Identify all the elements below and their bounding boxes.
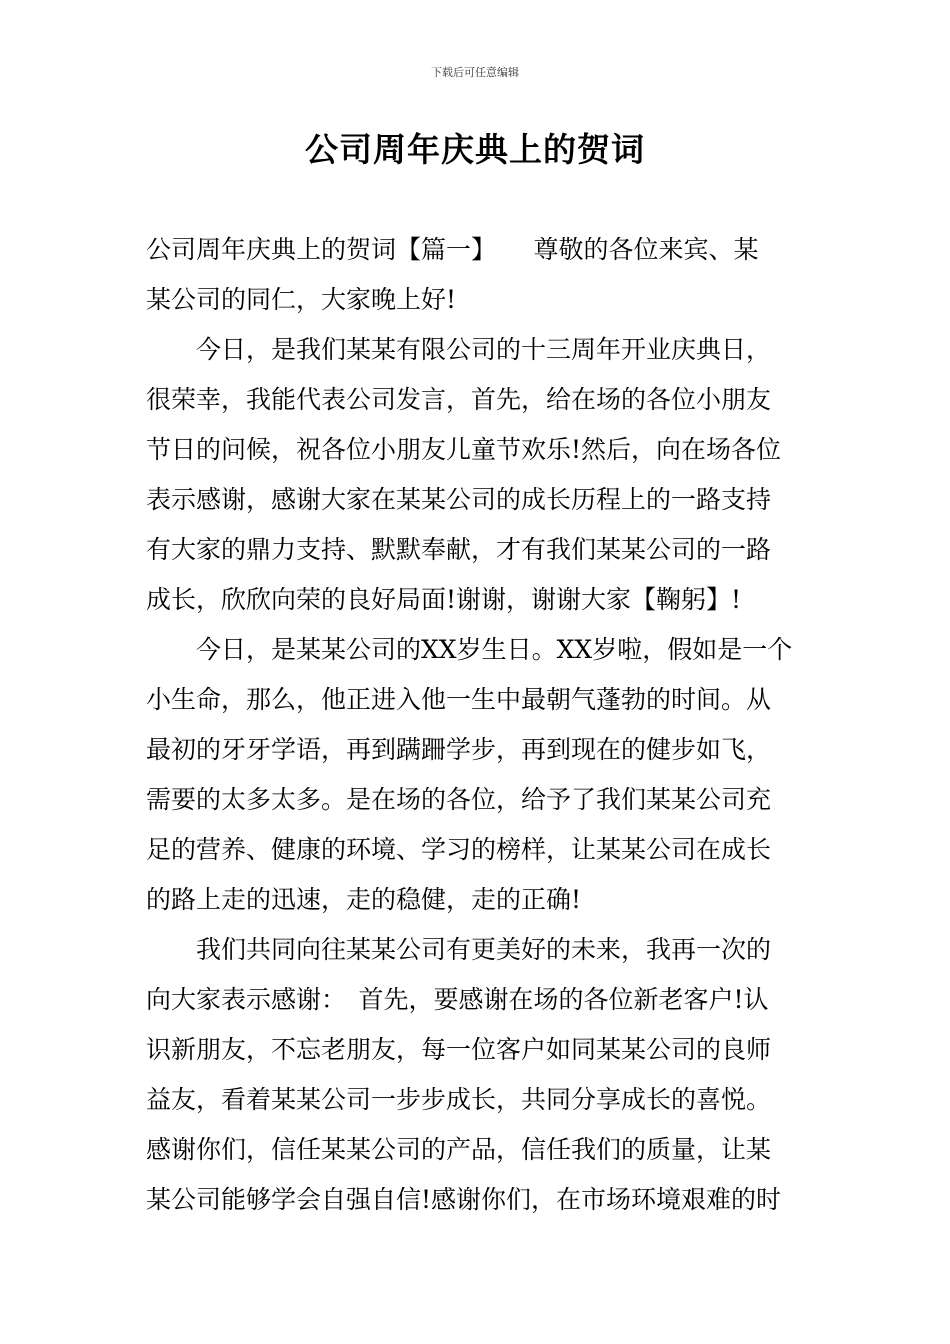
text-line: 公司周年庆典上的贺词【篇一】 尊敬的各位来宾、某 [146,235,759,264]
document-body [146,225,811,1225]
paragraph [146,225,811,325]
text-line: 的路上走的迅速，走的稳健，走的正确! [146,885,582,914]
text-line: 需要的太多太多。是在场的各位，给予了我们某某公司充 [146,785,772,814]
text-line: 表示感谢，感谢大家在某某公司的成长历程上的一路支持 [146,485,772,514]
text-line: 感谢你们，信任某某公司的产品，信任我们的质量，让某 [146,1135,772,1164]
text-line: 有大家的鼎力支持、默默奉献，才有我们某某公司的一路 [146,535,772,564]
text-line: 很荣幸，我能代表公司发言，首先，给在场的各位小朋友 [146,385,772,414]
text-line: 节日的问候，祝各位小朋友儿童节欢乐!然后，向在场各位 [146,435,782,464]
text-line: 某公司能够学会自强自信!感谢你们，在市场环境艰难的时 [146,1185,782,1214]
text-line: 我们共同向往某某公司有更美好的未来，我再一次的 [196,935,772,964]
text-line: 最初的牙牙学语，再到蹒跚学步，再到现在的健步如飞， [146,735,772,764]
text-line: 向大家表示感谢： 首先，要感谢在场的各位新老客户!认 [146,985,769,1014]
text-line: 今日，是我们某某有限公司的十三周年开业庆典日， [196,335,772,364]
text-line: 益友，看着某某公司一步步成长，共同分享成长的喜悦。 [146,1085,772,1114]
text-line: 足的营养、健康的环境、学习的榜样，让某某公司在成长 [146,835,772,864]
paragraph [146,625,811,925]
document-title: 公司周年庆典上的贺词 [305,130,645,169]
text-line: 识新朋友，不忘老朋友，每一位客户如同某某公司的良师 [146,1035,772,1064]
text-line: 某公司的同仁，大家晚上好! [146,285,457,314]
text-line: 小生命，那么，他正进入他一生中最朝气蓬勃的时间。从 [146,685,772,714]
paragraph [146,325,811,625]
text-line: 今日，是某某公司的XX岁生日。XX岁啦，假如是一个 [196,635,793,664]
text-line: 成长，欣欣向荣的良好局面!谢谢，谢谢大家【鞠躬】! [146,585,742,614]
header-note: 下载后可任意编辑 [431,66,519,79]
paragraph [146,925,811,1225]
